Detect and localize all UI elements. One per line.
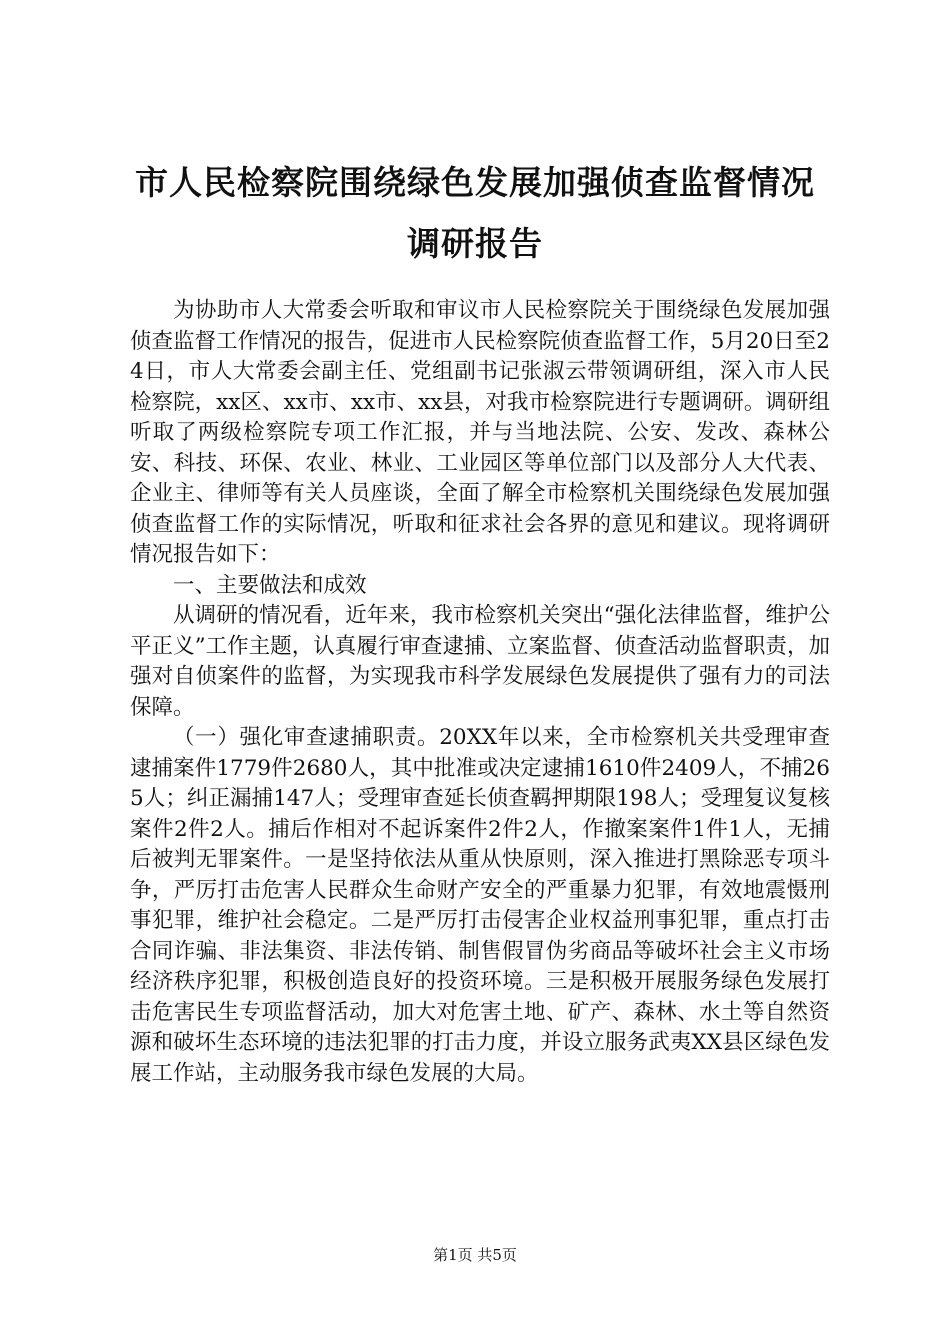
- section-heading: 一、主要做法和成效: [173, 572, 367, 598]
- page-footer: 第1页 共5页: [433, 1246, 517, 1264]
- intro-paragraph: 为协助市人大常委会听取和审议市人民检察院关于围绕绿色发展加强侦查监督工作情况的报告，促进市人民检察院侦查监督工作，5月20日至24日，市人大常委会副主任、党组副书记张淑云带领调研组，深入市人民检察院，xx区、xx市、xx市、xx县，对我市检察院进行专题调研。调研组听取了两级检察院专项工作汇报，并与当地法院、公安、发改、森林公安、科技、环保、农业、林业、工业园区等单位部门以及部分人大代表、企业主、律师等有关人员座谈，全面了解全市检察机关围绕绿色发展加强侦查监督工作的实际情况，听取和征求社会各界的意见和建议。现将调研情况报告如下：: [130, 298, 830, 567]
- body-paragraph: 从调研的情况看，近年来，我市检察机关突出“强化法律监督，维护公平正义”工作主题，认真履行审查逮捕、立案监督、侦查活动监督职责，加强对自侦案件的监督，为实现我市科学发展绿色发展提供了强有力的司法保障。: [130, 603, 830, 720]
- document-title-line2: 调研报告: [407, 224, 543, 263]
- body-paragraph: （一）强化审查逮捕职责。20XX年以来，全市检察机关共受理审查逮捕案件1779件2680人，其中批准或决定逮捕1610件2409人，不捕265人；纠正漏捕147人；受理审查延长侦查羁押期限198人；受理复议复核案件2件2人。捕后作相对不起诉案件2件2人，作撤案案件1件1人，无捕后被判无罪案件。一是坚持依法从重从快原则，深入推进打黑除恶专项斗争，严厉打击危害人民群众生命财产安全的严重暴力犯罪，有效地震慑刑事犯罪，维护社会稳定。二是严厉打击侵害企业权益刑事犯罪，重点打击合同诈骗、非法集资、非法传销、制售假冒伪劣商品等破坏社会主义市场经济秩序犯罪，积极创造良好的投资环境。三是积极开展服务绿色发展打击危害民生专项监督活动，加大对危害土地、矿产、森林、水土等自然资源和破坏生态环境的违法犯罪的打击力度，并设立服务武夷XX县区绿色发展工作站，主动服务我市绿色发展的大局。: [130, 725, 830, 1086]
- document-body: [130, 296, 830, 1089]
- document-title-line1: 市人民检察院围绕绿色发展加强侦查监督情况: [135, 163, 815, 202]
